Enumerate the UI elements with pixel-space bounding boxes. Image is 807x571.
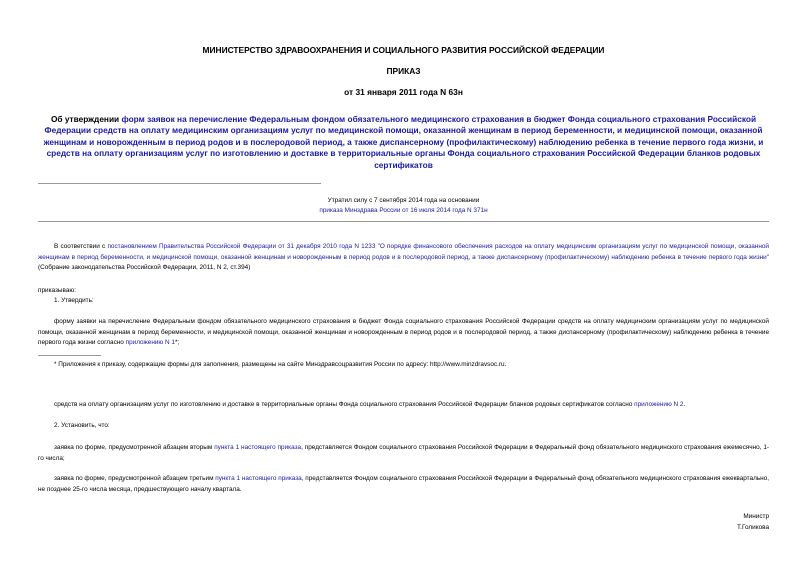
- divider-status: [38, 221, 769, 222]
- item2-heading: 2. Установить, что:: [54, 422, 110, 429]
- item2-para2-after: , представляется Фондом социального страхования Российской Федерации в Федеральный фонд обязательного медицинского страхования ежеквартально, не позднее 25-го числа месяца, предшествующего началу квартала.: [38, 475, 769, 493]
- divider-top: [38, 183, 321, 184]
- item1-form-text: форму заявки на перечисление Федеральным фондом обязательного медицинского страхования в бюджет Фонда социального страхования Российской Федерации средств на оплату медицинским организациям услуг по медицинской помощи, оказанной женщинам в период беременности, и медицинской помощи, оказанной женщинам и новорожденным в период родов и в послеродовой период, а также диспансерному (профилактическому) наблюдению ребенка в течение первого года жизни согласно: [38, 318, 769, 347]
- item2-para1-before: заявка по форме, предусмотренной абзацем вторым: [54, 444, 215, 451]
- preamble-paragraph: [38, 242, 769, 274]
- footnote: * Приложения к приказу, содержащие формы для заполнения, размещены на сайте Минздравсоцразвития России по адресу: http://www.minzdravsoc.ru.: [54, 361, 507, 368]
- status-link[interactable]: приказа Минздрава России от 16 июля 2014 года N 371н: [319, 207, 488, 214]
- item2-para2-before: заявка по форме, предусмотренной абзацем третьим: [54, 475, 216, 482]
- preamble-text-before: В соответствии с: [54, 243, 108, 250]
- appendix1-link[interactable]: приложению N 1: [125, 339, 175, 347]
- item2-para1-link[interactable]: пункта 1 настоящего приказа: [214, 444, 302, 451]
- item2-para1: [38, 443, 769, 464]
- order-word: приказываю:: [38, 287, 76, 294]
- item1-form-end: *;: [174, 339, 180, 347]
- preamble-text-after: (Собрание законодательства Российской Федерации, 2011, N 2, ст.394): [38, 264, 251, 272]
- item2-para1-after: , представляется Фондом социального страхования Российской Федерации в Федеральный фонд обязательного медицинского страхования ежемесячно, 1-го числа;: [38, 444, 770, 462]
- title-prefix: Об утверждении: [50, 114, 122, 124]
- doc-type-heading: ПРИКАЗ: [386, 66, 421, 76]
- title-link[interactable]: форм заявок на перечисление Федеральным фондом обязательного медицинского страхования в бюджет Фонда социального страхования Российской Федерации средств на оплату медицинским организациям услуг по медицинской помощи, оказанной женщинам в период беременности, и медицинской помощи, оказанной женщинам и новорожденным в период родов и в послеродовой период, а также диспансерному (профилактическому) наблюдению ребенка в течение первого года жизни, и средств на оплату организациям услуг по изготовлению и доставке в территориальные органы Фонда социального страхования Российской Федерации бланков родовых сертификатов: [43, 114, 764, 170]
- item2-para2: [38, 474, 769, 495]
- item1-cont-paragraph: [54, 400, 769, 411]
- appendix2-link[interactable]: приложению N 2: [634, 401, 684, 408]
- status-line: Утратил силу с 7 сентября 2014 года на основании: [327, 197, 480, 204]
- item1-cont-text: средств на оплату организациям услуг по изготовлению и доставке в территориальные органы Фонда социального страхования Российской Федерации бланков родовых сертификатов согласно: [54, 401, 635, 408]
- divider-footnote: [38, 355, 101, 356]
- preamble-link[interactable]: постановлением Правительства Российской Федерации от 31 декабря 2010 года N 1233 "О порядке финансового обеспечения расходов на оплату медицинским организациям услуг по медицинской помощи, оказанной женщинам в период беременности, и медицинской помощи, оказанной женщинам и новорожденным в период родов и в послеродовой период, а также диспансерному (профилактическому) наблюдению ребенка в течение первого года жизни": [38, 243, 769, 261]
- document-title: [40, 114, 767, 171]
- ministry-heading: МИНИСТЕРСТВО ЗДРАВООХРАНЕНИЯ И СОЦИАЛЬНОГО РАЗВИТИЯ РОССИЙСКОЙ ФЕДЕРАЦИИ: [202, 45, 605, 55]
- item2-para2-link[interactable]: пункта 1 настоящего приказа: [215, 475, 302, 482]
- item1-heading: 1. Утвердить:: [54, 297, 94, 304]
- signature-position: Министр: [743, 513, 769, 520]
- item1-form-paragraph: [38, 317, 769, 349]
- item1-cont-end: .: [683, 401, 686, 408]
- date-number-heading: от 31 января 2011 года N 63н: [344, 87, 463, 97]
- signature-name: Т.Голикова: [736, 524, 769, 531]
